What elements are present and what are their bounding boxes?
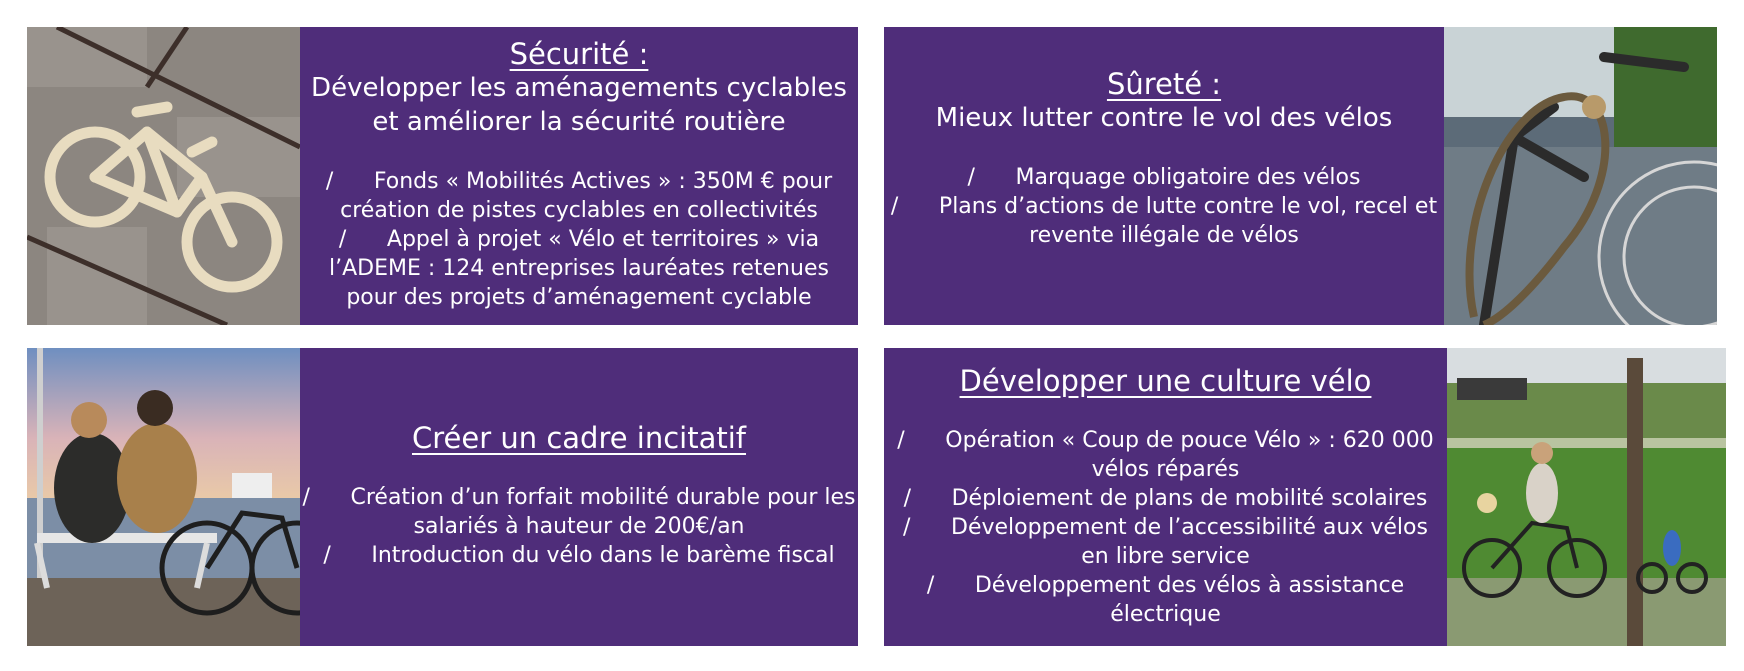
bullet-mark: /: [338, 227, 347, 252]
panel-cadre: [300, 348, 858, 646]
panel-securite-subtitle-2: et améliorer la sécurité routière: [372, 107, 786, 137]
panel-surete-title: Sûreté :: [1106, 67, 1222, 101]
panel-surete-bullets: [884, 163, 1444, 250]
list-item: / Plans d’actions de lutte contre le vol, recel et revente illégale de vélos: [890, 194, 1438, 248]
bike-lane-photo: [27, 27, 300, 325]
bullet-mark: /: [890, 194, 899, 219]
bullet-mark: /: [325, 169, 334, 194]
panel-culture-bullets: [884, 426, 1447, 629]
panel-cadre-bullets: [300, 483, 858, 570]
bullet-mark: /: [926, 573, 935, 598]
bullet-mark: /: [897, 428, 905, 453]
list-item: / Déploiement de plans de mobilité scolaires: [903, 486, 1428, 511]
panel-securite: [300, 27, 858, 325]
list-item: / Création d’un forfait mobilité durable pour les salariés à hauteur de 200€/an: [302, 485, 856, 539]
bullet-mark: /: [903, 515, 911, 540]
panel-culture-title: Développer une culture vélo: [959, 364, 1372, 398]
list-item: / Appel à projet « Vélo et territoires » via l’ADEME : 124 entreprises lauréates retenues pour des projets d’aménagement cyclable: [329, 227, 829, 310]
list-item: / Marquage obligatoire des vélos: [967, 165, 1361, 190]
list-item: / Introduction du vélo dans le barème fiscal: [323, 543, 835, 568]
panel-cadre-title: Créer un cadre incitatif: [411, 421, 747, 455]
panel-securite-bullets: [300, 167, 858, 312]
couple-seaside-photo: [27, 348, 300, 646]
list-item: / Fonds « Mobilités Actives » : 350M € pour création de pistes cyclables en collectivités: [325, 169, 833, 223]
bullet-mark: /: [967, 165, 975, 190]
bullet-mark: /: [323, 543, 331, 568]
locked-bike-photo: [1444, 27, 1717, 325]
panel-surete: [884, 27, 1444, 325]
bullet-mark: /: [903, 486, 912, 511]
list-item: / Développement des vélos à assistance électrique: [926, 573, 1405, 627]
panel-securite-subtitle-1: Développer les aménagements cyclables: [311, 73, 847, 103]
panel-surete-subtitle: Mieux lutter contre le vol des vélos: [935, 103, 1393, 133]
panel-securite-title: Sécurité :: [509, 37, 649, 71]
list-item: / Développement de l’accessibilité aux vélos en libre service: [903, 515, 1428, 569]
bullet-mark: /: [302, 485, 310, 510]
panel-culture: [884, 348, 1447, 646]
family-cycling-photo: [1447, 348, 1726, 646]
list-item: / Opération « Coup de pouce Vélo » : 620 000 vélos réparés: [897, 428, 1434, 482]
